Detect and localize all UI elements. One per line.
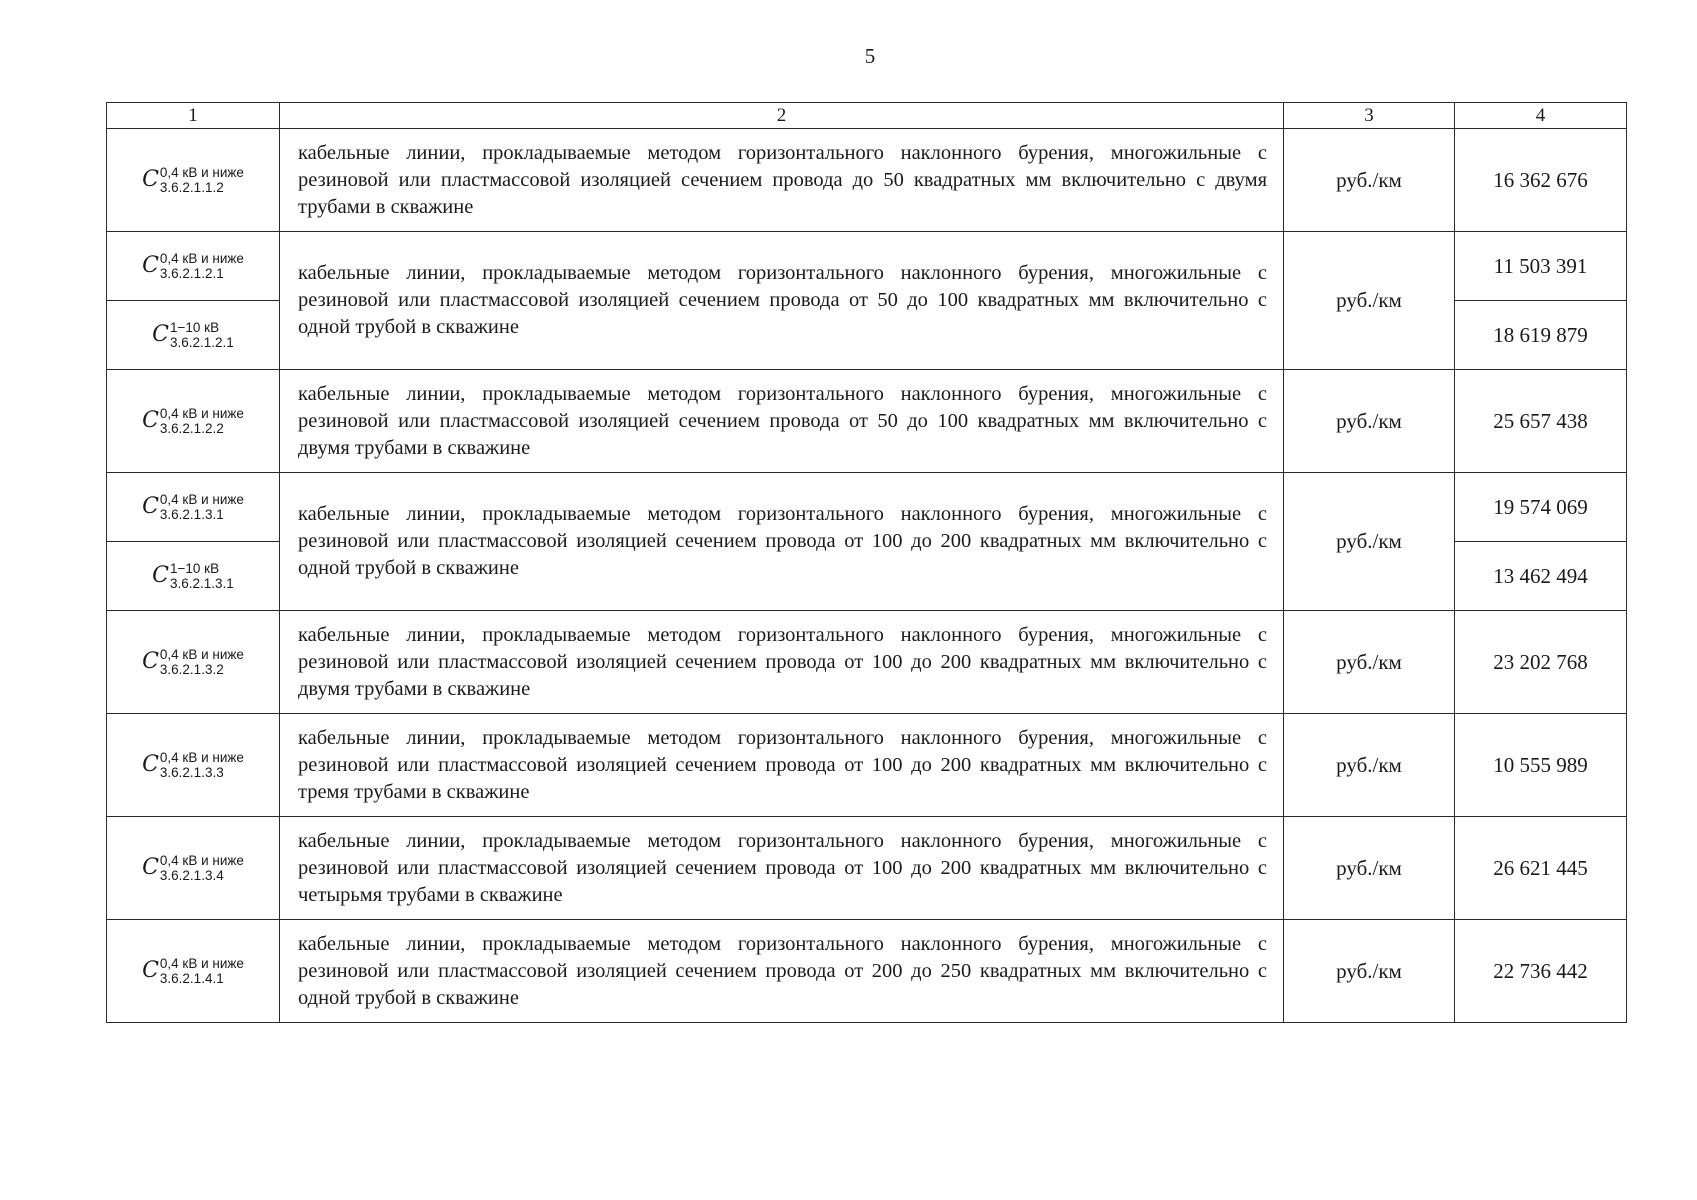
tariff-code-voltage: 1−10 кВ xyxy=(170,561,220,576)
tariff-code-index: 3.6.2.1.1.2 xyxy=(159,180,224,195)
tariff-code-formula xyxy=(142,956,244,986)
tariff-code-index: 3.6.2.1.3.1 xyxy=(159,507,224,522)
tariff-code-voltage: 0,4 кВ и ниже xyxy=(159,853,244,868)
tariff-code-symbol: C xyxy=(142,958,159,983)
table-row xyxy=(107,817,1627,920)
tariff-description: кабельные линии, прокладываемые методом горизонтального наклонного бурения, многожильные с резиновой или пластмассовой изоляцией сечением провода от 100 до 200 квадратных мм включительно с четырьмя трубами в скважине xyxy=(280,817,1284,920)
tariff-code-voltage: 0,4 кВ и ниже xyxy=(159,406,244,421)
tariff-code-index: 3.6.2.1.4.1 xyxy=(159,971,224,986)
tariff-code xyxy=(107,473,280,542)
tariff-code-voltage: 0,4 кВ и ниже xyxy=(159,750,244,765)
tariff-unit: руб./км xyxy=(1284,611,1455,714)
tariff-code-scripts xyxy=(170,561,234,591)
tariff-code-scripts xyxy=(160,750,244,780)
tariff-value: 22 736 442 xyxy=(1455,920,1627,1023)
tariff-code-formula xyxy=(152,561,234,591)
tariff-code-voltage: 0,4 кВ и ниже xyxy=(159,251,244,266)
tariff-code-formula xyxy=(142,251,244,281)
tariff-unit: руб./км xyxy=(1284,370,1455,473)
tariff-code-scripts xyxy=(160,853,244,883)
column-number: 4 xyxy=(1455,103,1627,129)
tariff-unit: руб./км xyxy=(1284,714,1455,817)
tariff-code xyxy=(107,301,280,370)
tariff-value: 26 621 445 xyxy=(1455,817,1627,920)
tariff-value: 16 362 676 xyxy=(1455,129,1627,232)
tariff-code xyxy=(107,714,280,817)
tariff-unit: руб./км xyxy=(1284,473,1455,611)
tariff-value: 25 657 438 xyxy=(1455,370,1627,473)
table-row xyxy=(107,370,1627,473)
tariff-table xyxy=(106,102,1627,1023)
tariff-value: 13 462 494 xyxy=(1455,542,1627,611)
tariff-code-symbol: C xyxy=(142,752,159,777)
tariff-description: кабельные линии, прокладываемые методом горизонтального наклонного бурения, многожильные с резиновой или пластмассовой изоляцией сечением провода от 200 до 250 квадратных мм включительно с одной трубой в скважине xyxy=(280,920,1284,1023)
tariff-description: кабельные линии, прокладываемые методом горизонтального наклонного бурения, многожильные с резиновой или пластмассовой изоляцией сечением провода от 50 до 100 квадратных мм включительно с двумя трубами в скважине xyxy=(280,370,1284,473)
page-number: 5 xyxy=(864,44,876,68)
tariff-code-voltage: 0,4 кВ и ниже xyxy=(159,956,244,971)
tariff-unit: руб./км xyxy=(1284,920,1455,1023)
tariff-code-symbol: C xyxy=(142,649,159,674)
tariff-code-formula xyxy=(142,492,244,522)
tariff-code-scripts xyxy=(160,406,244,436)
tariff-code-symbol: C xyxy=(152,322,170,347)
tariff-value: 11 503 391 xyxy=(1455,232,1627,301)
tariff-code xyxy=(107,370,280,473)
tariff-code-index: 3.6.2.1.2.1 xyxy=(170,335,234,350)
table-row xyxy=(107,714,1627,817)
tariff-description: кабельные линии, прокладываемые методом горизонтального наклонного бурения, многожильные с резиновой или пластмассовой изоляцией сечением провода от 100 до 200 квадратных мм включительно с двумя трубами в скважине xyxy=(280,611,1284,714)
tariff-code-formula xyxy=(142,647,244,677)
tariff-code-scripts xyxy=(160,165,244,195)
tariff-value: 23 202 768 xyxy=(1455,611,1627,714)
tariff-code-symbol: C xyxy=(142,855,159,880)
tariff-code xyxy=(107,129,280,232)
tariff-value: 10 555 989 xyxy=(1455,714,1627,817)
tariff-code-index: 3.6.2.1.2.1 xyxy=(159,266,224,281)
tariff-description: кабельные линии, прокладываемые методом горизонтального наклонного бурения, многожильные с резиновой или пластмассовой изоляцией сечением провода от 100 до 200 квадратных мм включительно с тремя трубами в скважине xyxy=(280,714,1284,817)
table-row xyxy=(107,129,1627,232)
tariff-description: кабельные линии, прокладываемые методом горизонтального наклонного бурения, многожильные с резиновой или пластмассовой изоляцией сечением провода от 100 до 200 квадратных мм включительно с одной трубой в скважине xyxy=(280,473,1284,611)
table-row xyxy=(107,611,1627,714)
tariff-code-formula xyxy=(152,320,234,350)
tariff-code-scripts xyxy=(160,251,244,281)
tariff-code-symbol: C xyxy=(142,167,159,192)
tariff-code-formula xyxy=(142,406,244,436)
tariff-description: кабельные линии, прокладываемые методом горизонтального наклонного бурения, многожильные с резиновой или пластмассовой изоляцией сечением провода до 50 квадратных мм включительно с двумя трубами в скважине xyxy=(280,129,1284,232)
tariff-value: 18 619 879 xyxy=(1455,301,1627,370)
tariff-code-index: 3.6.2.1.2.2 xyxy=(159,421,224,436)
tariff-code xyxy=(107,817,280,920)
tariff-code-scripts xyxy=(160,492,244,522)
tariff-value: 19 574 069 xyxy=(1455,473,1627,542)
column-number: 2 xyxy=(280,103,1284,129)
tariff-code-symbol: C xyxy=(142,494,159,519)
tariff-code-voltage: 0,4 кВ и ниже xyxy=(159,647,244,662)
tariff-code-index: 3.6.2.1.3.4 xyxy=(159,868,224,883)
tariff-code-voltage: 0,4 кВ и ниже xyxy=(159,165,244,180)
tariff-table-body xyxy=(107,103,1627,1023)
table-row xyxy=(107,920,1627,1023)
tariff-code-symbol: C xyxy=(142,253,159,278)
tariff-code-index: 3.6.2.1.3.3 xyxy=(159,765,224,780)
tariff-code-voltage: 0,4 кВ и ниже xyxy=(159,492,244,507)
tariff-code xyxy=(107,232,280,301)
tariff-code xyxy=(107,611,280,714)
tariff-code xyxy=(107,920,280,1023)
table-row xyxy=(107,473,1627,542)
tariff-code-scripts xyxy=(160,647,244,677)
tariff-code-symbol: C xyxy=(152,563,170,588)
tariff-code-voltage: 1−10 кВ xyxy=(170,320,220,335)
tariff-code-scripts xyxy=(170,320,234,350)
tariff-code-index: 3.6.2.1.3.2 xyxy=(159,662,224,677)
column-number: 1 xyxy=(107,103,280,129)
tariff-unit: руб./км xyxy=(1284,817,1455,920)
tariff-unit: руб./км xyxy=(1284,232,1455,370)
tariff-code-formula xyxy=(142,853,244,883)
column-number-row xyxy=(107,103,1627,129)
tariff-code-symbol: C xyxy=(142,408,159,433)
tariff-code-formula xyxy=(142,750,244,780)
tariff-code xyxy=(107,542,280,611)
tariff-unit: руб./км xyxy=(1284,129,1455,232)
column-number: 3 xyxy=(1284,103,1455,129)
tariff-code-formula xyxy=(142,165,244,195)
tariff-code-scripts xyxy=(160,956,244,986)
table-row xyxy=(107,232,1627,301)
tariff-description: кабельные линии, прокладываемые методом горизонтального наклонного бурения, многожильные с резиновой или пластмассовой изоляцией сечением провода от 50 до 100 квадратных мм включительно с одной трубой в скважине xyxy=(280,232,1284,370)
tariff-code-index: 3.6.2.1.3.1 xyxy=(170,576,234,591)
